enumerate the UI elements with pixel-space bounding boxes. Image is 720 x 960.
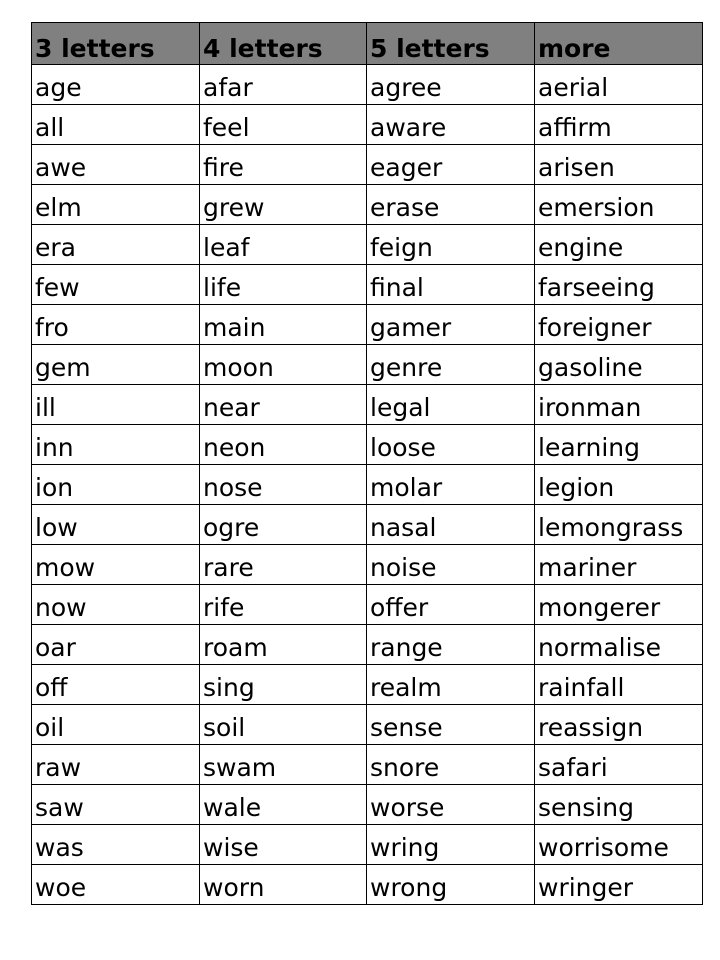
table-row xyxy=(32,545,703,585)
table-row xyxy=(32,65,703,105)
word-5-letters: eager xyxy=(367,145,535,185)
word-5-letters: wring xyxy=(367,825,535,865)
table-row xyxy=(32,865,703,905)
word-5-letters: final xyxy=(367,265,535,305)
word-more: mongerer xyxy=(535,585,703,625)
word-3-letters: low xyxy=(32,505,200,545)
word-4-letters: sing xyxy=(200,665,367,705)
word-3-letters: age xyxy=(32,65,200,105)
word-3-letters: era xyxy=(32,225,200,265)
header-3-letters: 3 letters xyxy=(32,23,200,65)
word-5-letters: wrong xyxy=(367,865,535,905)
header-more: more xyxy=(535,23,703,65)
word-4-letters: fire xyxy=(200,145,367,185)
word-more: gasoline xyxy=(535,345,703,385)
word-3-letters: gem xyxy=(32,345,200,385)
table-row xyxy=(32,465,703,505)
table-header xyxy=(32,23,703,65)
word-5-letters: range xyxy=(367,625,535,665)
word-3-letters: now xyxy=(32,585,200,625)
table-row xyxy=(32,585,703,625)
word-4-letters: grew xyxy=(200,185,367,225)
word-3-letters: elm xyxy=(32,185,200,225)
word-4-letters: ogre xyxy=(200,505,367,545)
word-3-letters: raw xyxy=(32,745,200,785)
word-more: rainfall xyxy=(535,665,703,705)
word-3-letters: mow xyxy=(32,545,200,585)
word-3-letters: few xyxy=(32,265,200,305)
table-row xyxy=(32,665,703,705)
word-5-letters: sense xyxy=(367,705,535,745)
word-more: foreigner xyxy=(535,305,703,345)
word-5-letters: legal xyxy=(367,385,535,425)
word-5-letters: agree xyxy=(367,65,535,105)
word-3-letters: awe xyxy=(32,145,200,185)
word-3-letters: fro xyxy=(32,305,200,345)
table-row xyxy=(32,185,703,225)
table-row xyxy=(32,705,703,745)
header-5-letters: 5 letters xyxy=(367,23,535,65)
word-4-letters: moon xyxy=(200,345,367,385)
table-row xyxy=(32,225,703,265)
word-5-letters: worse xyxy=(367,785,535,825)
word-more: emersion xyxy=(535,185,703,225)
word-5-letters: aware xyxy=(367,105,535,145)
header-row xyxy=(32,23,703,65)
word-5-letters: molar xyxy=(367,465,535,505)
word-5-letters: gamer xyxy=(367,305,535,345)
word-3-letters: woe xyxy=(32,865,200,905)
word-4-letters: soil xyxy=(200,705,367,745)
word-4-letters: near xyxy=(200,385,367,425)
word-more: normalise xyxy=(535,625,703,665)
word-3-letters: saw xyxy=(32,785,200,825)
table-row xyxy=(32,785,703,825)
word-3-letters: off xyxy=(32,665,200,705)
word-more: learning xyxy=(535,425,703,465)
table-row xyxy=(32,105,703,145)
table-row xyxy=(32,625,703,665)
word-4-letters: main xyxy=(200,305,367,345)
word-more: affirm xyxy=(535,105,703,145)
word-more: sensing xyxy=(535,785,703,825)
word-more: aerial xyxy=(535,65,703,105)
table-row xyxy=(32,425,703,465)
word-5-letters: nasal xyxy=(367,505,535,545)
word-3-letters: oil xyxy=(32,705,200,745)
word-4-letters: rife xyxy=(200,585,367,625)
word-more: engine xyxy=(535,225,703,265)
word-list-sheet xyxy=(31,22,702,905)
word-5-letters: erase xyxy=(367,185,535,225)
word-3-letters: oar xyxy=(32,625,200,665)
word-more: farseeing xyxy=(535,265,703,305)
word-4-letters: life xyxy=(200,265,367,305)
word-5-letters: feign xyxy=(367,225,535,265)
word-3-letters: was xyxy=(32,825,200,865)
word-more: wringer xyxy=(535,865,703,905)
table-row xyxy=(32,385,703,425)
table-row xyxy=(32,825,703,865)
word-more: arisen xyxy=(535,145,703,185)
word-4-letters: roam xyxy=(200,625,367,665)
word-5-letters: noise xyxy=(367,545,535,585)
word-more: ironman xyxy=(535,385,703,425)
table-row xyxy=(32,305,703,345)
word-5-letters: loose xyxy=(367,425,535,465)
word-more: reassign xyxy=(535,705,703,745)
word-more: worrisome xyxy=(535,825,703,865)
word-5-letters: offer xyxy=(367,585,535,625)
word-more: mariner xyxy=(535,545,703,585)
word-4-letters: feel xyxy=(200,105,367,145)
table-row xyxy=(32,265,703,305)
table-row xyxy=(32,745,703,785)
word-more: legion xyxy=(535,465,703,505)
word-more: safari xyxy=(535,745,703,785)
word-5-letters: snore xyxy=(367,745,535,785)
table-row xyxy=(32,345,703,385)
header-4-letters: 4 letters xyxy=(200,23,367,65)
word-4-letters: afar xyxy=(200,65,367,105)
word-4-letters: leaf xyxy=(200,225,367,265)
word-3-letters: ion xyxy=(32,465,200,505)
word-4-letters: swam xyxy=(200,745,367,785)
table-row xyxy=(32,505,703,545)
word-3-letters: all xyxy=(32,105,200,145)
word-5-letters: realm xyxy=(367,665,535,705)
word-4-letters: wise xyxy=(200,825,367,865)
word-4-letters: rare xyxy=(200,545,367,585)
word-3-letters: inn xyxy=(32,425,200,465)
table-body xyxy=(32,65,703,905)
word-4-letters: wale xyxy=(200,785,367,825)
word-more: lemongrass xyxy=(535,505,703,545)
word-3-letters: ill xyxy=(32,385,200,425)
table-row xyxy=(32,145,703,185)
word-4-letters: worn xyxy=(200,865,367,905)
word-4-letters: neon xyxy=(200,425,367,465)
word-4-letters: nose xyxy=(200,465,367,505)
word-table xyxy=(31,22,703,905)
word-5-letters: genre xyxy=(367,345,535,385)
